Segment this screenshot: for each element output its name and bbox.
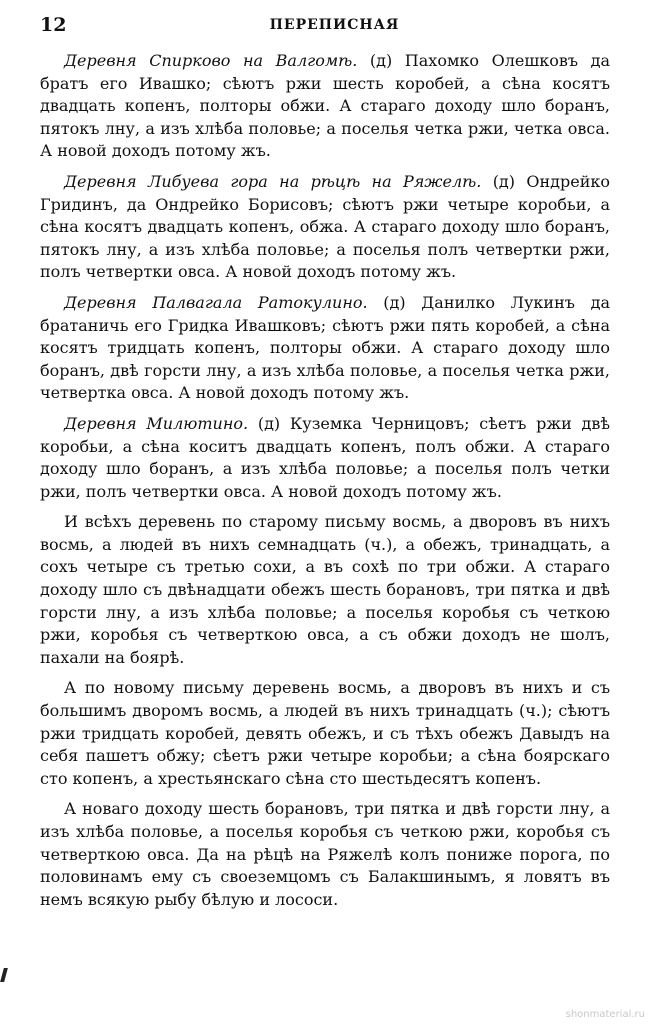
village-title: Деревня Милютино. xyxy=(64,413,249,433)
paragraph-text: А по новому письму деревень восмь, а дворовъ въ нихъ и съ большимъ дворомъ восмь, а людей въ нихъ тринадцать (ч.); сѣютъ ржи тридцать коробей, девять обежъ, и съ тѣхъ обежъ Давыдъ на себя пашетъ обжу; сѣетъ ржи четыре коробьи; а сѣна боярскаго сто копенъ, а хрестьянскаго сѣна сто шестьдесятъ копенъ. xyxy=(40,678,610,788)
paragraph-text: И всѣхъ деревень по старому письму восмь, а дворовъ въ нихъ восмь, а людей въ нихъ семнадцать (ч.), а обежъ, тринадцать, а сохъ четыре съ третью сохи, а въ сохѣ по три обжи. А стараго доходу шло съ двѣнадцати обежъ шесть борановъ, три пятка и двѣ горсти лну, а изъ хлѣба половье; а поселья коробья съ четкою ржи, коробья съ четверткою овса, а съ обжи доходъ не шолъ, пахали на боярѣ. xyxy=(40,512,610,667)
paragraph-libueva-gora xyxy=(40,171,610,284)
paragraph-new-income xyxy=(40,798,610,911)
body-text xyxy=(40,50,610,919)
paragraph-text: (д) Пахомко Олешковъ да братъ его Ивашко; сѣютъ ржи шесть коробей, а сѣна косятъ двадцать копенъ, полторы обжи. А стараго доходу шло боранъ, пятокъ лну, а изъ хлѣба половье; а поселья четка ржи, четка овса. А новой доходъ потому жъ. xyxy=(40,51,610,161)
running-head: ПЕРЕПИСНАЯ xyxy=(269,17,400,33)
paragraph-old-census-totals xyxy=(40,511,610,669)
page-number: 12 xyxy=(40,14,67,36)
village-title: Деревня Либуева гора на рѣцѣ на Ряжелѣ. xyxy=(64,171,482,191)
village-title: Деревня Спирково на Валгомѣ. xyxy=(64,51,358,70)
paragraph-text: (д) Куземка Черницовъ; сѣетъ ржи двѣ коробьи, а сѣна коситъ двадцать копенъ, полъ обжи. А стараго доходу шло боранъ, а изъ хлѣба половье; а поселья полъ четки ржи, полъ четвертки овса. А новой доходъ потому жъ. xyxy=(40,413,610,501)
paragraph-milyutino xyxy=(40,413,610,503)
margin-ink-mark xyxy=(0,968,8,982)
watermark: shonmaterial.ru xyxy=(565,1009,645,1020)
paragraph-text: (д) Ондрейко Гридинъ, да Ондрейко Борисовъ; сѣютъ ржи четыре коробьи, а сѣна косятъ двадцать копенъ, обжа. А стараго доходу шло боранъ, пятокъ лну, а изъ хлѣба половье; а поселья полъ четвертки ржи, полъ четвертки овса. А новой доходъ потому жъ. xyxy=(40,171,610,282)
paragraph-text: (д) Данилко Лукинъ да братаничь его Гридка Ивашковъ; сѣютъ ржи пять коробей, а сѣна косятъ тридцать копенъ, полторы обжи. А стараго доходу шло боранъ, двѣ горсти лну, а изъ хлѣба половье, а поселья четка ржи, четвертка овса. А новой доходъ потому жъ. xyxy=(40,292,611,403)
paragraph-text: А новаго доходу шесть борановъ, три пятка и двѣ горсти лну, а изъ хлѣба половье, а поселья коробья съ четкою ржи, коробья съ четверткою овса. Да на рѣцѣ на Ряжелѣ колъ пониже порога, по половинамъ ему съ своеземцомъ съ Балакшинымъ, я ловятъ въ немъ всякую рыбу бѣлую и лососи. xyxy=(40,799,610,909)
paragraph-palvagala xyxy=(40,292,610,405)
paragraph-spirkovo xyxy=(40,50,610,163)
page-header xyxy=(40,14,629,38)
village-title: Деревня Палвагала Ратокулино. xyxy=(64,292,368,312)
paragraph-new-census-totals xyxy=(40,677,610,790)
